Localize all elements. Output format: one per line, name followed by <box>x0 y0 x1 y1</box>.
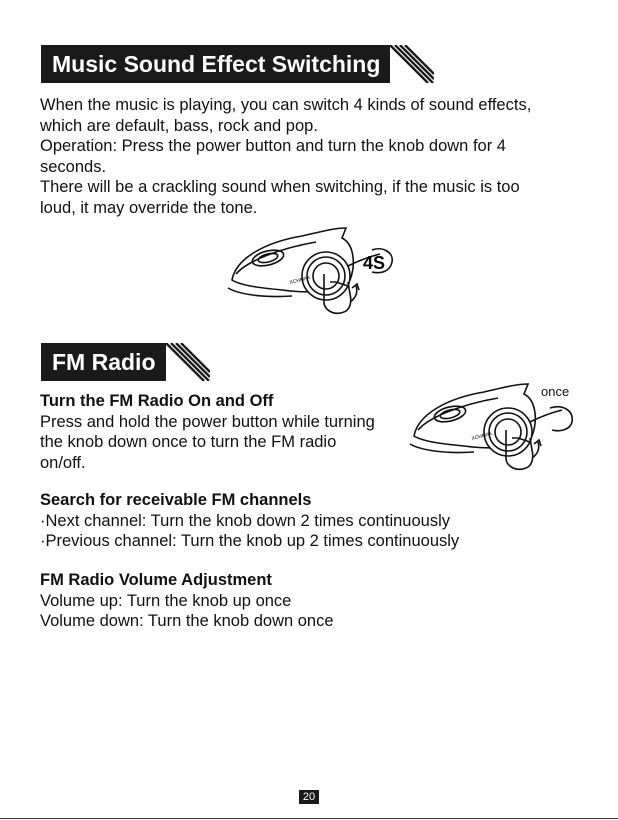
text-line: Volume up: Turn the knob up once <box>40 591 292 610</box>
page-number: 20 <box>299 790 319 804</box>
text-line: ·Previous channel: Turn the knob up 2 times continuously <box>40 532 460 551</box>
subheading: Search for receivable FM channels <box>40 491 312 509</box>
sound-effect-description <box>40 95 531 219</box>
text-line: Press and hold the power button while turning <box>40 412 375 431</box>
headset-knob-illustration <box>404 376 582 484</box>
page-bottom-rule <box>0 818 618 819</box>
header-stripes-decoration <box>166 343 210 381</box>
text-line: Operation: Press the power button and turn the knob down for 4 <box>40 137 506 156</box>
subheading: FM Radio Volume Adjustment <box>40 571 272 589</box>
headset-knob-illustration <box>222 220 400 328</box>
duration-badge: 4S <box>362 253 386 273</box>
subheading: Turn the FM Radio On and Off <box>40 392 274 410</box>
text-line: which are default, bass, rock and pop. <box>40 116 318 135</box>
section-title: FM Radio <box>41 343 166 381</box>
once-label: once <box>541 384 570 399</box>
text-line: the knob down once to turn the FM radio <box>40 433 337 452</box>
header-stripes-decoration <box>390 45 434 83</box>
fm-volume-block <box>40 570 334 632</box>
text-line: seconds. <box>40 157 107 176</box>
text-line: Volume down: Turn the knob down once <box>40 612 334 631</box>
text-line: ·Next channel: Turn the knob down 2 times continuously <box>40 511 450 530</box>
section-header-fm <box>41 343 210 381</box>
section-header-music <box>41 45 434 83</box>
brand-label: XCHMAK <box>471 430 494 442</box>
text-line: loud, it may override the tone. <box>40 198 258 217</box>
text-line: on/off. <box>40 453 86 472</box>
section-title: Music Sound Effect Switching <box>41 45 390 83</box>
text-line: When the music is playing, you can switch 4 kinds of sound effects, <box>40 96 532 114</box>
text-line: There will be a crackling sound when switching, if the music is too <box>40 178 520 197</box>
fm-search-block <box>40 490 459 552</box>
brand-label: XCHMAK <box>289 274 312 286</box>
fm-onoff-block <box>40 391 375 473</box>
